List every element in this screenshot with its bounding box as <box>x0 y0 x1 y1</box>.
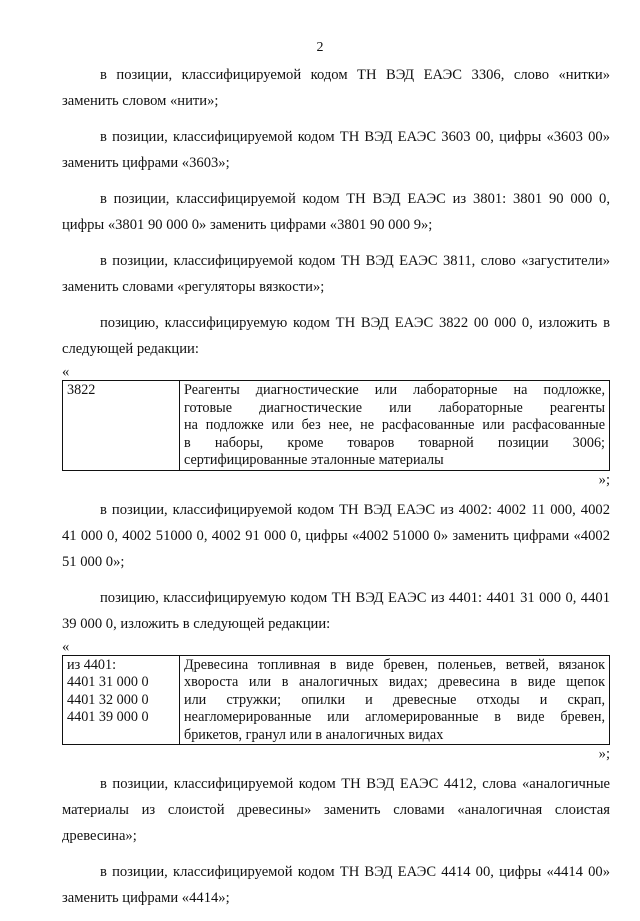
paragraph: в позиции, классифицируемой кодом ТН ВЭД ЕАЭС 4412, слова «аналогичные материалы из слоистой древесины» заменить словами «аналогичная слоистая древесина»; <box>62 776 610 844</box>
description-cell <box>180 381 610 471</box>
tariff-code: 4401 31 000 0 <box>67 674 149 690</box>
paragraph: позицию, классифицируемую кодом ТН ВЭД ЕАЭС 3822 00 000 0, изложить в следующей редакции: <box>62 315 610 357</box>
description-line: готовые диагностические или лабораторные реагенты <box>184 399 605 416</box>
tariff-code: 3822 <box>67 382 96 398</box>
tariff-code: из 4401: <box>67 656 117 673</box>
closing-quote: »; <box>598 471 610 488</box>
paragraph: в позиции, классифицируемой кодом ТН ВЭД ЕАЭС 3811, слово «загустители» заменить словами «регуляторы вязкости»; <box>62 253 610 295</box>
paragraph: в позиции, классифицируемой кодом ТН ВЭД ЕАЭС 4414 00, цифры «4414 00» заменить цифрами «4414»; <box>62 864 610 906</box>
paragraph: позицию, классифицируемую кодом ТН ВЭД ЕАЭС из 4401: 4401 31 000 0, 4401 39 000 0, изложить в следующей редакции: <box>62 589 610 632</box>
paragraph: в позиции, классифицируемой кодом ТН ВЭД ЕАЭС 3603 00, цифры «3603 00» заменить цифрами «3603»; <box>62 129 610 171</box>
document-body <box>62 62 610 921</box>
description-line: неагломерированные или агломерированные в виде бревен, <box>184 709 605 725</box>
code-cell <box>63 655 180 745</box>
table-row <box>63 381 610 471</box>
description-cell <box>180 655 610 745</box>
paragraph: в позиции, классифицируемой кодом ТН ВЭД ЕАЭС 3306, слово «нитки» заменить словом «нити»; <box>62 67 610 109</box>
amendment-table-3822 <box>62 380 610 471</box>
table-row <box>63 655 610 745</box>
code-cell <box>63 381 180 471</box>
page-number: 2 <box>316 40 324 55</box>
paragraph: в позиции, классифицируемой кодом ТН ВЭД ЕАЭС из 4002: 4002 11 000, 4002 41 000 0, 4002 51000 0, 4002 91 000 0, цифры «4002 51000 0» заменить цифрами «4002 51 000 0»; <box>62 501 610 570</box>
paragraph: в позиции, классифицируемой кодом ТН ВЭД ЕАЭС из 3801: 3801 90 000 0, цифры «3801 90 000 0» заменить цифрами «3801 90 000 9»; <box>62 191 610 233</box>
opening-quote: « <box>62 364 70 380</box>
description-line: брикетов, гранул или в аналогичных видах <box>184 726 444 743</box>
description-line: или стружки; опилки и древесные отходы и скрап, <box>184 691 605 708</box>
description-line: в наборы, кроме товаров товарной позиции 3006; <box>184 434 605 451</box>
description-line: сертифицированные эталонные материалы <box>184 452 444 468</box>
closing-quote: »; <box>598 746 610 762</box>
description-line: Древесина топливная в виде бревен, поленьев, ветвей, вязанок <box>184 656 605 673</box>
description-line: хвороста или в аналогичных видах; древесина в виде щепок <box>184 674 605 690</box>
amendment-table-4401 <box>62 655 610 746</box>
tariff-code: 4401 32 000 0 <box>67 691 149 708</box>
opening-quote: « <box>62 638 70 655</box>
description-line: Реагенты диагностические или лабораторные на подложке, <box>184 382 605 398</box>
tariff-code: 4401 39 000 0 <box>67 709 149 725</box>
description-line: на подложке или без нее, не расфасованные или расфасованные <box>184 417 605 433</box>
